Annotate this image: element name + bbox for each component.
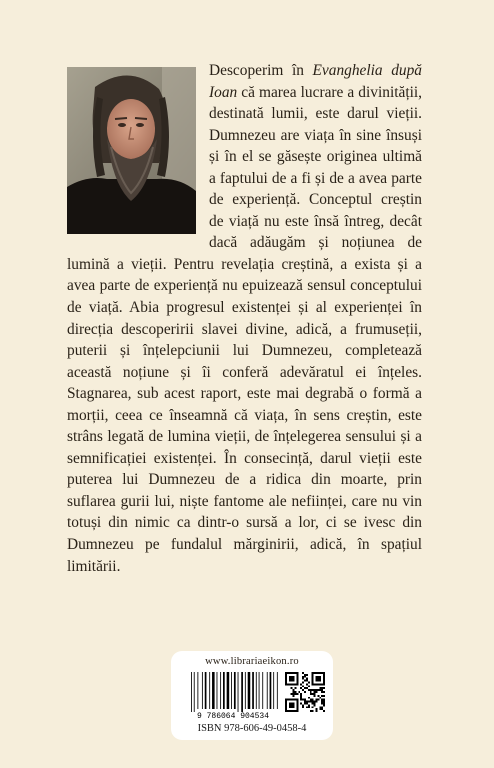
blurb-rest: că marea lucrare a divinității, destinată lumii, este darul vieții. Dumnezeu are viața în sine însuși și în el se găsește originea ultimă a faptului de a fi și de a avea parte de experiență. Conceptul creștin de viață nu este însă întreg, decât dacă adăugăm și noțiunea de lumină a vieții. Pentru revelația creștină, a exista și a avea parte de experiență nu epuizează sensul conceptului de viață. Abia progresul existenței și al experienței în direcția descoperirii slavei divine, adică, a frumuseții, puterii și înțelepciunii lui Dumnezeu, completează această noțiune și îi conferă adevăratul ei înțeles. Stagnarea, sub acest raport, este mai degrabă o formă a morții, ceea ce înseamnă că viața, în sens creștin, este strâns legată de lumina vieții, de înțelegerea sensului și a semnificației existenței. În consecință, darul vieții este puterea lui Dumnezeu de a ridica din moarte, prin suflarea gurii lui, niște fantome ale neființei, care nu vin totuși din nimic ca dintr-o sursă a lor, ci se ivesc din Dumnezeu pe fundalul mărginirii, adică, în spațiul limitării.	[67, 83, 422, 575]
qr-code	[285, 672, 325, 712]
photo-wrap-spacer	[67, 60, 209, 247]
barcode-digits: 9 786064 904534	[196, 712, 270, 720]
publisher-website[interactable]: www.librariaeikon.ro	[205, 656, 299, 667]
blurb-start: Descoperim în	[209, 62, 313, 79]
ean-barcode	[187, 671, 279, 720]
isbn-number: ISBN 978-606-49-0458-4	[197, 723, 307, 734]
blurb-text	[67, 60, 422, 577]
barcode-card	[171, 651, 333, 740]
blurb-italic-title: Evanghelia după Ioan	[209, 62, 422, 101]
